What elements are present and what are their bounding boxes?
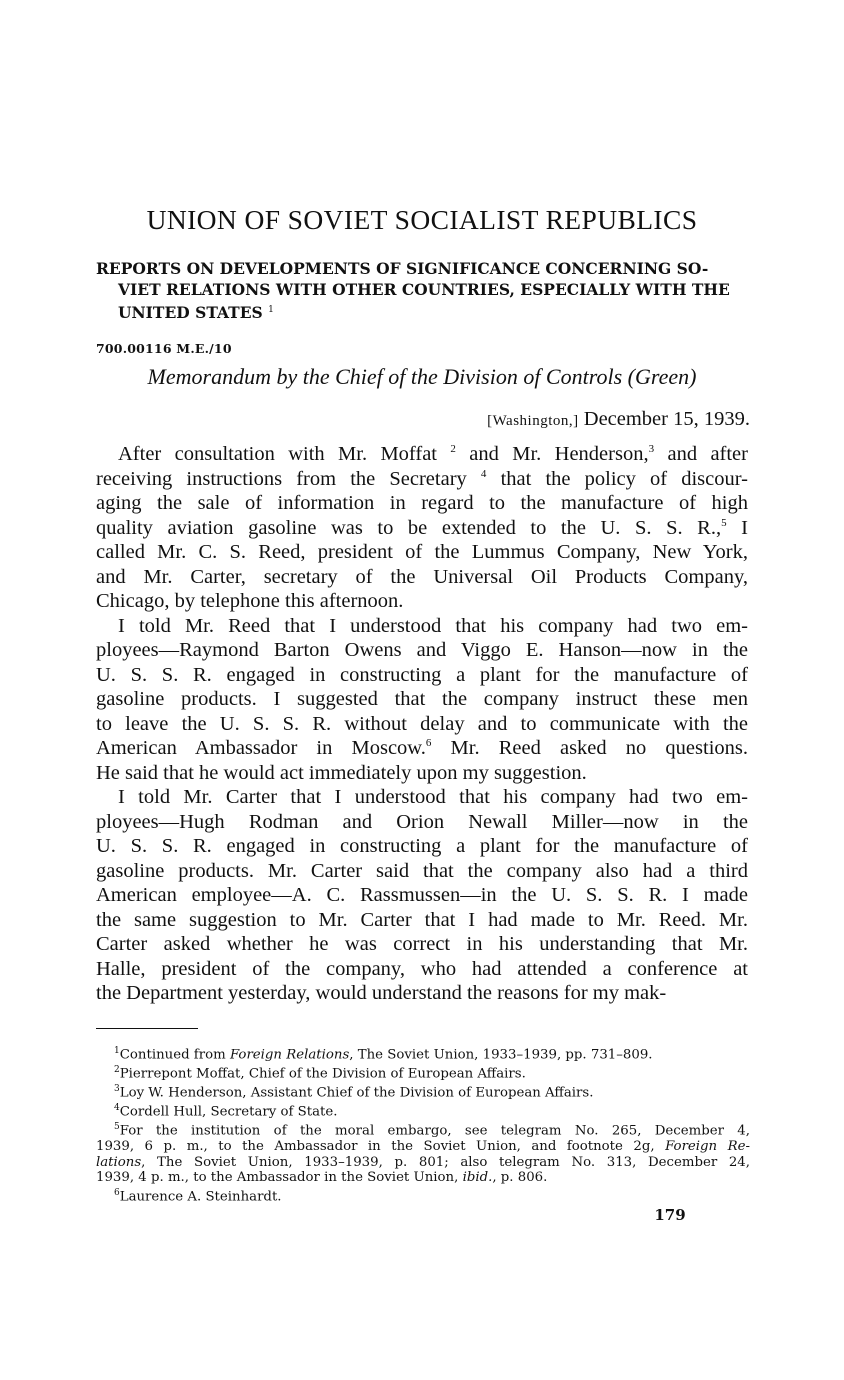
text-run: Carter asked whether he was correct in his understanding that Mr. <box>96 933 748 955</box>
footnote-ref: 3 <box>648 443 655 456</box>
footnote-ref: 6 <box>425 737 432 750</box>
text-run: to leave the U. S. S. R. without delay and to communicate with the <box>96 712 748 735</box>
footnote-5-line: lations, The Soviet Union, 1933–1939, p. 801; also telegram No. 313, December 24, <box>96 1154 750 1170</box>
footnote-ref: 2 <box>450 443 456 456</box>
text-run: He said that he would act immediately upon my suggestion. <box>96 761 587 784</box>
section-heading <box>96 258 748 323</box>
footnote-divider <box>96 1028 198 1029</box>
paragraph <box>96 614 748 786</box>
memo-body <box>96 442 748 1006</box>
footnote-5-line: 1939, 6 p. m., to the Ambassador in the Soviet Union, and footnote 2g, Foreign Re- <box>96 1139 750 1155</box>
footnote-number: 3 <box>114 1084 120 1095</box>
text-run: the Department yesterday, would understand the reasons for my mak- <box>96 982 667 1004</box>
text-line <box>96 957 748 982</box>
footnote-number: 1 <box>114 1046 120 1056</box>
dateline <box>96 408 750 431</box>
footnote-number: 4 <box>114 1103 120 1114</box>
text-line <box>96 491 748 516</box>
text-line <box>96 810 748 835</box>
paragraph <box>96 442 748 614</box>
text-run: Chicago, by telephone this afternoon. <box>96 590 404 612</box>
paragraph <box>96 785 748 1006</box>
dateline-date: December 15, 1939. <box>583 408 750 430</box>
footnote-4-line: $^4$Cordell Hull, Secretary of State. <box>114 1103 338 1120</box>
page-title: UNION OF SOVIET SOCIALIST REPUBLICS <box>146 204 698 235</box>
text-run: I told Mr. Reed that I understood that his company had two em- <box>118 614 748 637</box>
text-run: U. S. S. R. engaged in constructing a plant for the manufacture of <box>96 835 748 857</box>
text-run: gasoline products. Mr. Carter said that the company also had a third <box>96 859 748 882</box>
text-line <box>96 467 748 492</box>
footnote-ref: 5 <box>721 516 727 529</box>
text-run: ployees—Raymond Barton Owens and Viggo E. Hanson—now in the <box>96 639 748 661</box>
text-line <box>96 785 748 810</box>
text-line <box>96 516 748 541</box>
text-line <box>96 589 748 614</box>
text-line <box>96 981 748 1006</box>
text-run: I told Mr. Carter that I understood that his company had two em- <box>118 786 748 808</box>
text-run: aging the sale of information in regard to the manufacture of high <box>96 492 748 514</box>
text-run: that the policy of discour- <box>486 467 748 490</box>
text-run: After consultation with Mr. Moffat <box>118 443 451 465</box>
footnote-ref-1: 1 <box>268 305 274 315</box>
text-run: gasoline products. I suggested that the company instruct these men <box>96 688 748 710</box>
text-line <box>96 663 748 688</box>
footnote-number: 6 <box>114 1187 120 1198</box>
footnote-5-line: $^5$For the institution of the moral embargo, see telegram No. 265, December 4, <box>114 1122 750 1139</box>
text-line <box>96 761 748 786</box>
text-run: and after <box>654 443 748 465</box>
text-run: and Mr. Carter, secretary of the Universal Oil Products Company, <box>96 565 748 588</box>
section-heading-line-3-text: UNITED STATES <box>118 303 263 323</box>
text-run: receiving instructions from the Secretary <box>96 467 481 490</box>
text-line <box>96 883 748 908</box>
text-line <box>96 442 748 467</box>
text-run: called Mr. C. S. Reed, president of the Lummus Company, New York, <box>96 541 748 563</box>
text-run: and Mr. Henderson, <box>455 443 649 465</box>
file-number: 700.00116 M.E./10 <box>96 341 232 356</box>
section-heading-line-1: REPORTS ON DEVELOPMENTS OF SIGNIFICANCE CONCERNING SO- <box>96 259 709 278</box>
text-run: the same suggestion to Mr. Carter that I had made to Mr. Reed. Mr. <box>96 908 748 931</box>
footnote-6-line: $^6$Laurence A. Steinhardt. <box>114 1187 282 1205</box>
text-line <box>96 834 748 859</box>
text-line <box>96 565 748 590</box>
text-run: U. S. S. R. engaged in constructing a plant for the manufacture of <box>96 663 748 686</box>
text-line <box>96 540 748 565</box>
text-line <box>96 932 748 957</box>
text-line <box>96 638 748 663</box>
footnote-1-line: $^1$Continued from Foreign Relations, The Soviet Union, 1933–1939, pp. 731–809. <box>114 1046 653 1063</box>
text-line <box>96 712 748 737</box>
text-run: American Ambassador in Moscow. <box>96 737 426 759</box>
section-heading-line-2: VIET RELATIONS WITH OTHER COUNTRIES, ESPECIALLY WITH THE <box>118 280 730 299</box>
text-run: ployees—Hugh Rodman and Orion Newall Miller—now in the <box>96 810 748 833</box>
text-run: Mr. Reed asked no questions. <box>431 737 748 759</box>
section-heading-line-3 <box>96 300 748 323</box>
text-run: Halle, president of the company, who had attended a conference at <box>96 957 748 980</box>
footnote-2-line: $^2$Pierrepont Moffat, Chief of the Division of European Affairs. <box>114 1065 526 1082</box>
footnotes <box>96 1044 750 1205</box>
footnote-number: 5 <box>114 1122 120 1133</box>
text-line <box>96 687 748 712</box>
footnote-5-line: 1939, 4 p. m., to the Ambassador in the Soviet Union, ibid., p. 806. <box>96 1170 548 1186</box>
memo-title: Memorandum by the Chief of the Division of Controls (Green) <box>147 364 697 389</box>
footnote-ref: 4 <box>480 467 487 480</box>
text-run: American employee—A. C. Rassmussen—in the U. S. S. R. I made <box>96 884 748 906</box>
footnote-3-line: $^3$Loy W. Henderson, Assistant Chief of the Division of European Affairs. <box>114 1084 594 1101</box>
page-number: 179 <box>654 1206 686 1224</box>
text-run: quality aviation gasoline was to be extended to the U. S. S. R., <box>96 516 722 539</box>
text-run: I <box>726 516 748 539</box>
text-line <box>96 736 748 761</box>
text-line <box>96 859 748 884</box>
dateline-place: [Washington,] <box>487 413 579 429</box>
text-line <box>96 614 748 639</box>
text-line <box>96 908 748 933</box>
footnote-number: 2 <box>114 1065 120 1076</box>
